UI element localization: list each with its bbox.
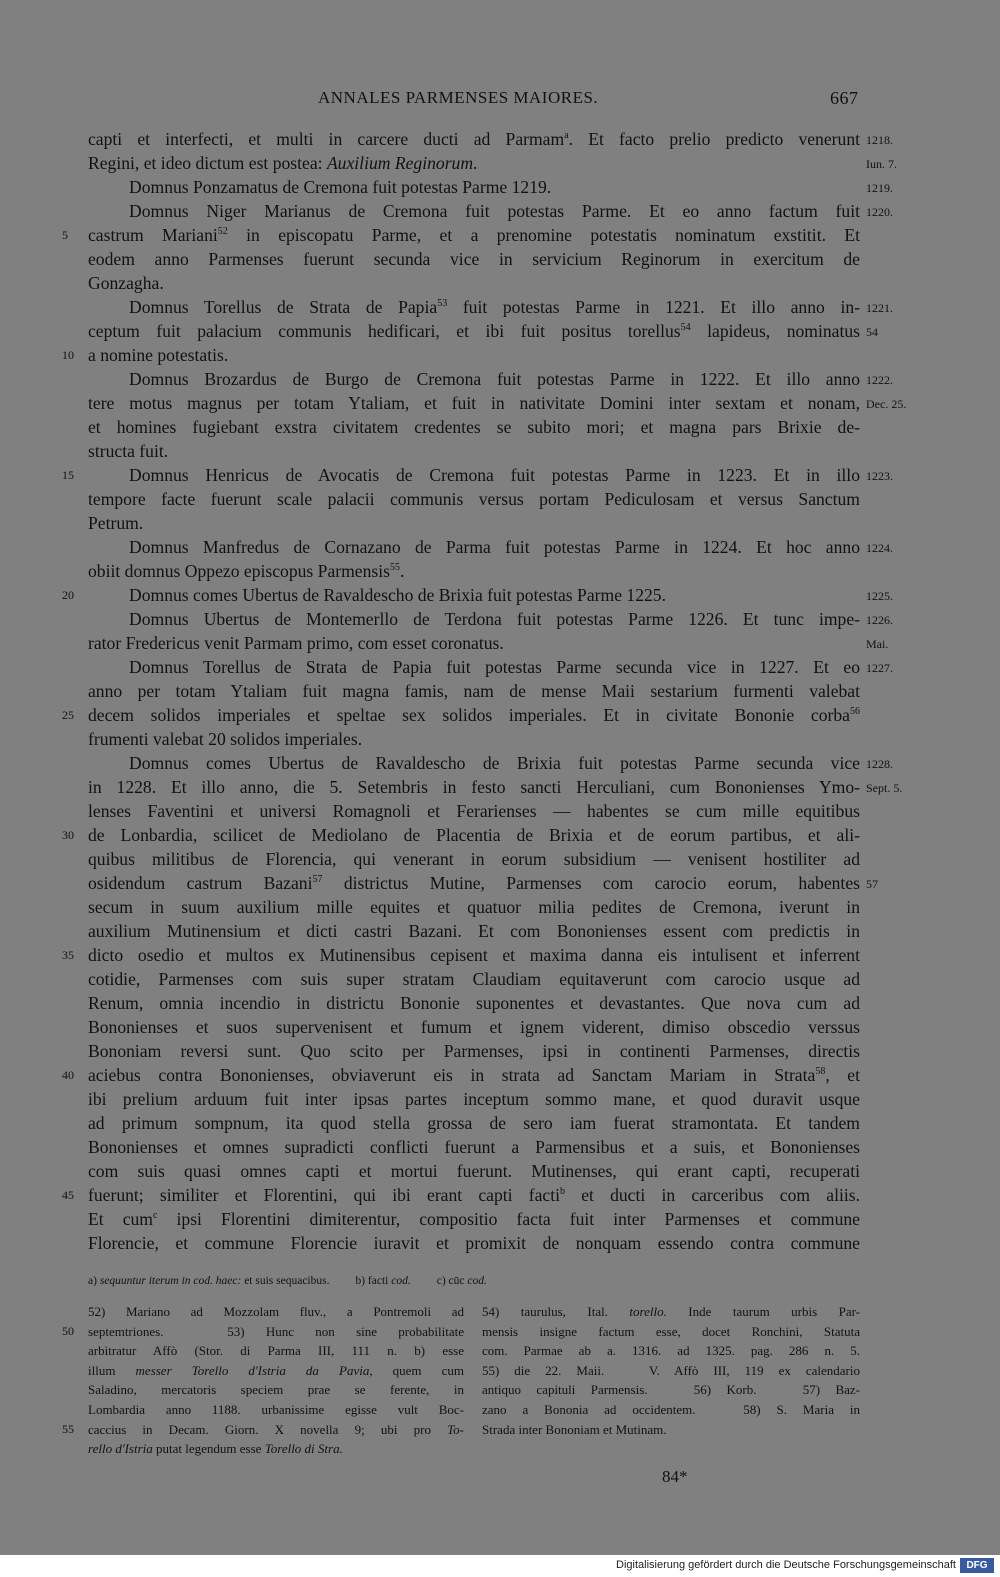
text-line [88, 727, 860, 751]
text-line [62, 583, 893, 607]
text-line-text: Domnus Torellus de Strata de Papia$^{53}$ fuit potestas Parme in 1221. Et illo anno in- [129, 297, 860, 317]
footnote-line-text: Strada inter Bononiam et Mutinam. [482, 1421, 667, 1437]
line-number: 35 [62, 948, 74, 962]
margin-note: 57 [866, 877, 878, 891]
variant-note: c) cūc cod. [436, 1275, 487, 1287]
text-line [88, 1015, 860, 1039]
text-line [88, 655, 893, 679]
text-line [88, 607, 893, 631]
text-line [88, 391, 907, 415]
footnote-line-text: mensis insigne factum esse, docet Ronchini, Statuta [482, 1323, 860, 1339]
text-line [88, 751, 893, 775]
footnote-line-text: zano a Bononia ad occidentem. 58) S. Maria in [482, 1401, 860, 1417]
footnote-line-text: rello d'Istria putat legendum esse Torello di Stra. [88, 1441, 343, 1457]
footnote-line-text: Lombardia anno 1188. urbanissime egisse vult Boc- [88, 1401, 464, 1417]
footnote-line [482, 1380, 860, 1400]
text-line-text: capti et interfecti, et multi in carcere ducti ad Parmam$^a$. Et facto prelio predicto venerunt [88, 129, 861, 149]
footnote-line-text: 55) die 22. Maii. V. Affò III, 119 ex calendario [482, 1362, 860, 1378]
margin-note: 1222. [866, 373, 893, 387]
text-line-text: tere motus magnus per totam Ytaliam, et fuit in nativitate Domini inter sextam et nonam, [88, 393, 860, 413]
text-line [62, 703, 860, 727]
margin-note: 1220. [866, 205, 893, 219]
text-line [88, 295, 893, 319]
text-line-text: quibus militibus de Florencia, qui venerant in eorum subsidium — venisent hostiliter ad [88, 849, 860, 869]
footer-text: Digitalisierung gefördert durch die Deutsche Forschungsgemeinschaft [616, 1559, 956, 1571]
text-line-text: decem solidos imperiales et speltae sex solidos imperiales. Et in civitate Bononie corba$^{56}$ [88, 705, 860, 725]
footnote-line-text: septemtriones. 53) Hunc non sine probabilitate [88, 1323, 464, 1339]
line-number: 30 [62, 828, 74, 842]
text-line-text: eodem anno Parmenses fuerunt secunda vice in servicium Reginorum in exercitum de [88, 249, 860, 269]
line-number: 25 [62, 708, 74, 722]
footnote-line [88, 1361, 464, 1381]
text-line-text: a nomine potestatis. [88, 345, 229, 365]
text-line [88, 175, 893, 199]
text-line-text: frumenti valebat 20 solidos imperiales. [88, 729, 363, 749]
text-line [88, 1159, 860, 1183]
text-line [88, 247, 860, 271]
text-line-text: Domnus Torellus de Strata de Papia fuit potestas Parme secunda vice in 1227. Et eo [129, 657, 860, 677]
text-line [88, 1207, 860, 1231]
text-line [88, 367, 893, 391]
line-number: 55 [62, 1421, 74, 1436]
text-line-text: in 1228. Et illo anno, die 5. Setembris in festo sancti Herculiani, cum Bononienses Ymo- [88, 777, 860, 797]
footnote-line [482, 1302, 860, 1322]
text-line-text: ibi prelium arduum fuit inter ipsas partes inceptum sommo mane, et quod duravit usque [88, 1089, 860, 1109]
text-line [88, 871, 878, 895]
text-line [88, 535, 893, 559]
text-line [88, 151, 897, 175]
line-number: 20 [62, 588, 74, 602]
margin-note: Sept. 5. [866, 781, 903, 795]
text-line [88, 1111, 860, 1135]
text-line-text: lenses Faventini et universi Romagnoli et Ferarienses — habentes se cum mille equitibus [88, 801, 860, 821]
text-line-text: Domnus Henricus de Avocatis de Cremona fuit potestas Parme in 1223. Et in illo [129, 465, 860, 485]
text-line-text: tempore facte fuerunt scale palacii communis versus portam Pediculosam et versus Sanctum [88, 489, 860, 509]
text-line-text: Domnus comes Ubertus de Ravaldescho de Brixia fuit potestas Parme secunda vice [129, 753, 860, 773]
text-line [62, 943, 860, 967]
margin-note: Iun. 7. [866, 157, 897, 171]
margin-note: 1224. [866, 541, 893, 555]
text-line-text: osidendum castrum Bazani$^{57}$ districtus Mutine, Parmenses com carocio eorum, habentes [88, 873, 860, 893]
footnote-line [88, 1341, 464, 1361]
footnote-line [88, 1400, 464, 1420]
text-line [88, 1231, 860, 1255]
text-line-text: Bononienses et suos supervenisent et fumum et ignem viderent, dimiso obscedio verssus [88, 1017, 860, 1037]
text-line [88, 127, 893, 151]
text-line [88, 847, 860, 871]
text-line-text: obiit domnus Oppezo episcopus Parmensis$^{55}$. [88, 561, 405, 581]
footnote-line-text: illum messer Torello d'Istria da Pavia, quem cum [88, 1362, 464, 1378]
text-line-text: Domnus Ubertus de Montemerllo de Terdona fuit potestas Parme 1226. Et tunc impe- [129, 609, 860, 629]
text-line-text: ad primum sompnum, ita quod stella grossa de sero iam fuerat stramontata. Et tandem [88, 1113, 860, 1133]
text-line-text: Bononienses et omnes supradicti conflicti fuerunt a Parmensibus et a suis, et Bononienses [88, 1137, 860, 1157]
footnote-line [62, 1420, 464, 1440]
footnotes-right-column [482, 1302, 860, 1439]
margin-note: 1228. [866, 757, 893, 771]
footnote-line [482, 1322, 860, 1342]
footnote-line-text: Saladino, mercatoris speciem prae se ferente, in [88, 1382, 464, 1398]
line-number: 10 [62, 348, 74, 362]
signature-mark: 84* [662, 1467, 688, 1486]
line-number: 15 [62, 468, 74, 482]
text-line [88, 559, 860, 583]
text-line [88, 415, 860, 439]
line-number: 5 [62, 228, 68, 242]
footnote-line [482, 1400, 860, 1420]
text-line-text: structa fuit. [88, 441, 169, 461]
text-line [62, 1063, 860, 1087]
text-line-text: et homines fugiebant exstra civitatem credentes se subito mori; et magna pars Brixie de- [88, 417, 860, 437]
text-line [88, 679, 860, 703]
text-line [88, 487, 860, 511]
text-line-text: fuerunt; similiter et Florentini, qui ibi erant capti facti$^b$ et ducti in carceribus com aliis. [88, 1185, 860, 1205]
footnote-line-text: caccius in Decam. Giorn. X novella 9; ubi pro To- [88, 1421, 464, 1437]
footnote-line [88, 1380, 464, 1400]
margin-note: 1221. [866, 301, 893, 315]
text-line [88, 1039, 860, 1063]
variant-note: b) facti cod. [355, 1275, 411, 1287]
text-line-text: secum in suum auxilium mille equites et quatuor milia pedites de Cremona, iverunt in [88, 897, 860, 917]
footnote-line-text: 52) Mariano ad Mozzolam fluv., a Pontremoli ad [88, 1304, 464, 1319]
footnote-line [482, 1420, 860, 1440]
main-text [62, 127, 907, 1255]
text-line [88, 511, 860, 535]
text-line-text: Petrum. [88, 513, 144, 533]
text-line [88, 631, 889, 655]
text-line-text: com suis quasi omnes capti et mortui fuerunt. Mutinenses, qui erant capti, recuperati [88, 1161, 860, 1181]
text-line [88, 1135, 860, 1159]
text-line [62, 223, 860, 247]
page-number: 667 [830, 88, 859, 108]
text-line [88, 967, 860, 991]
running-header [0, 88, 1000, 112]
text-line [62, 343, 860, 367]
text-line [62, 823, 860, 847]
variant-notes [88, 1273, 860, 1289]
margin-note: 54 [866, 325, 878, 339]
text-line-text: aciebus contra Bononienses, obviaverunt eis in strata ad Sanctam Mariam in Strata$^{58}$, et [88, 1065, 860, 1085]
text-line-text: Domnus Manfredus de Cornazano de Parma fuit potestas Parme in 1224. Et hoc anno [129, 537, 860, 557]
text-line-text: dicto osedio et multos ex Mutinensibus cepisent et maxima danna eis intulisent et inferrent [88, 945, 860, 965]
footnote-line-text: com. Parmae ab a. 1316. ad 1325. pag. 286 n. 5. [482, 1343, 860, 1359]
footnote-line [88, 1439, 464, 1459]
text-line [88, 199, 893, 223]
text-line-text: Renum, omnia incendio in districtu Bononie suponentes et devastantes. Que nova cum ad [88, 993, 860, 1013]
text-line-text: Domnus Ponzamatus de Cremona fuit potestas Parme 1219. [129, 177, 552, 197]
footnote-line [88, 1302, 464, 1322]
text-line-text: anno per totam Ytaliam fuit magna famis, nam de mense Maii sestarium furmenti valebat [88, 681, 860, 701]
line-number: 40 [62, 1068, 74, 1082]
text-line-text: Florencie, et commune Florencie iuravit et promixit de nonquam essendo contra commune [88, 1233, 860, 1253]
text-line [88, 895, 860, 919]
text-line-text: Domnus Brozardus de Burgo de Cremona fuit potestas Parme in 1222. Et illo anno [129, 369, 860, 389]
text-line [88, 271, 860, 295]
margin-note: Dec. 25. [866, 397, 907, 411]
margin-note: 1223. [866, 469, 893, 483]
text-line [88, 319, 878, 343]
text-line-text: Gonzagha. [88, 273, 164, 293]
text-line [88, 991, 860, 1015]
footnote-line-text: arbitratur Affò (Stor. di Parma III, 111 n. b) esse [88, 1343, 464, 1359]
footnote-line [482, 1361, 860, 1381]
text-line-text: Domnus comes Ubertus de Ravaldescho de Brixia fuit potestas Parme 1225. [129, 585, 666, 605]
line-number: 50 [62, 1323, 74, 1338]
text-line-text: rator Fredericus venit Parmam primo, com esset coronatus. [88, 633, 504, 653]
text-line [88, 775, 903, 799]
margin-note: 1227. [866, 661, 893, 675]
margin-note: 1226. [866, 613, 893, 627]
text-line [62, 1183, 860, 1207]
text-line-text: ceptum fuit palacium communis hedificari, et ibi fuit positus torellus$^{54}$ lapideus, nominatus [88, 321, 860, 341]
margin-note: Mai. [866, 637, 889, 651]
text-line-text: Bononiam reversi sunt. Quo scito per Parmenses, ipsi in continenti Parmenses, directis [88, 1041, 860, 1061]
margin-note: 1225. [866, 589, 893, 603]
text-line-text: de Lonbardia, scilicet de Mediolano de Placentia de Brixia et de eorum partibus, et ali- [88, 825, 860, 845]
text-line [88, 1087, 860, 1111]
footnote-line-text: 54) taurulus, Ital. torello. Inde taurum urbis Par- [482, 1304, 860, 1319]
footnote-line [62, 1322, 464, 1342]
margin-note: 1219. [866, 181, 893, 195]
margin-note: 1218. [866, 133, 893, 147]
text-line-text: castrum Mariani$^{52}$ in episcopatu Parme, et a prenomine potestatis nominatum exstitit. Et [88, 225, 860, 245]
text-line [88, 919, 860, 943]
footnotes-left-column [62, 1302, 464, 1459]
footnote-line-text: antiquo capituli Parmensis. 56) Korb. 57) Baz- [482, 1382, 860, 1398]
text-line [88, 439, 860, 463]
header-title: ANNALES PARMENSES MAIORES. [318, 88, 599, 107]
footnote-line [482, 1341, 860, 1361]
line-number: 45 [62, 1188, 74, 1202]
dfg-logo: DFG [960, 1558, 994, 1573]
text-line [88, 799, 860, 823]
text-line-text: Regini, et ideo dictum est postea: Auxilium Reginorum. [88, 153, 478, 173]
text-line [62, 463, 893, 487]
text-line-text: cotidie, Parmenses com suis super stratam Claudiam equitaverunt com carocio usque ad [88, 969, 860, 989]
variant-note: a) sequuntur iterum in cod. haec: et suis sequacibus. [88, 1275, 330, 1287]
text-line-text: auxilium Mutinensium et dicti castri Bazani. Et com Bononienses essent com predictis in [88, 921, 860, 941]
text-line-text: Domnus Niger Marianus de Cremona fuit potestas Parme. Et eo anno factum fuit [129, 201, 860, 221]
footer-bar [0, 1555, 1000, 1577]
text-line-text: Et cum$^c$ ipsi Florentini dimiterentur, compositio facta fuit inter Parmenses et commune [88, 1209, 860, 1229]
